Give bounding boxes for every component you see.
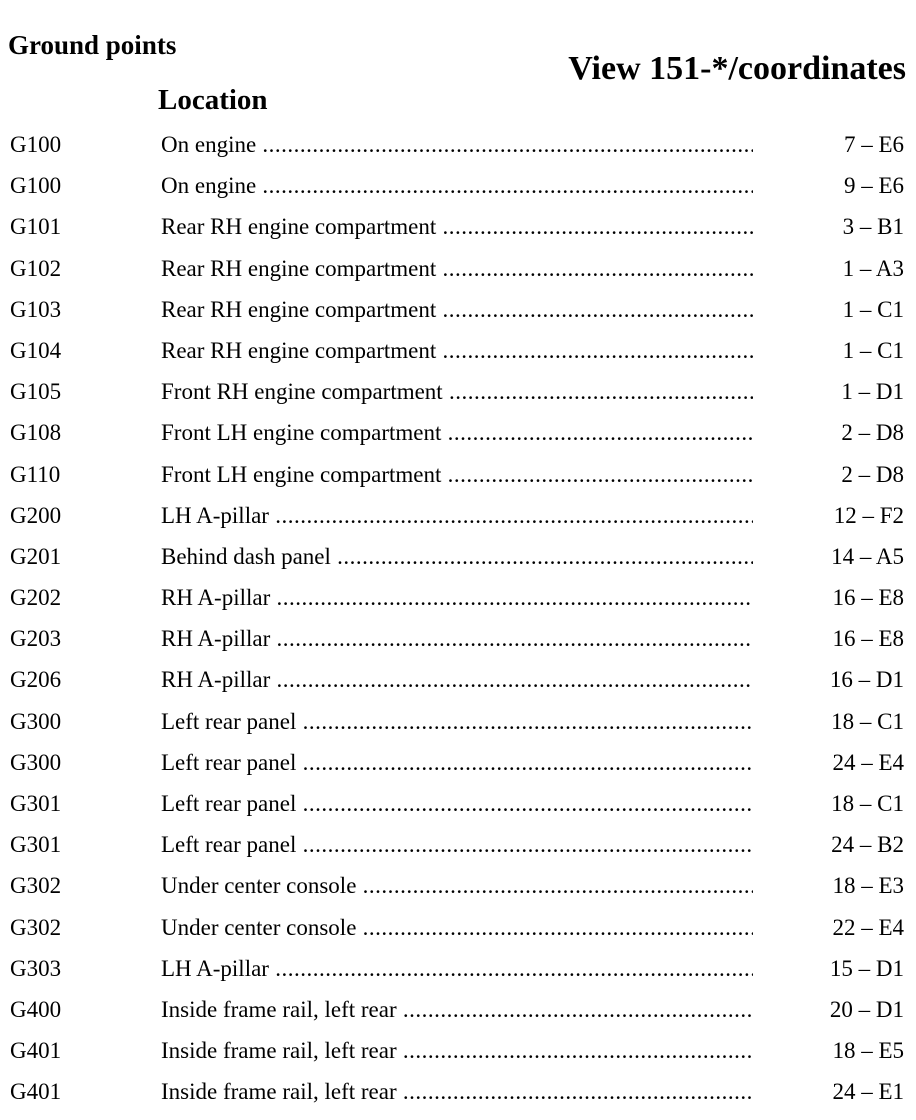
ground-point-code: G203 (10, 626, 62, 652)
ground-point-location: Rear RH engine compartment ..... (161, 330, 753, 371)
ground-point-coordinate: 9 – E6 (843, 173, 904, 199)
list-item (0, 248, 916, 289)
ground-point-code: G202 (10, 585, 62, 611)
ground-point-code: G201 (10, 543, 62, 569)
ground-point-location: On engine ..... (161, 165, 753, 206)
ground-point-code: G206 (10, 667, 62, 693)
ground-point-coordinate: 7 – E6 (843, 132, 904, 157)
ground-point-location: Behind dash panel ..... (161, 536, 753, 577)
ground-point-location: RH A-pillar ..... (161, 577, 753, 618)
ground-point-location: Rear RH engine compartment ..... (161, 206, 753, 247)
ground-point-code: G302 (10, 914, 62, 940)
list-item (0, 907, 916, 948)
list-item (0, 989, 916, 1030)
list-item (0, 701, 916, 742)
ground-point-location: Left rear panel ..... (161, 824, 753, 865)
ground-point-coordinate: 18 – E3 (832, 873, 904, 899)
ground-point-code: G102 (10, 255, 62, 281)
ground-point-location: Left rear panel ..... (161, 701, 753, 742)
ground-point-code: G303 (10, 955, 62, 981)
ground-point-coordinate: 1 – C1 (842, 337, 904, 363)
list-item (0, 289, 916, 330)
ground-point-code: G300 (10, 708, 62, 734)
list-item (0, 1030, 916, 1071)
list-item (0, 165, 916, 206)
list-item (0, 618, 916, 659)
ground-point-coordinate: 24 – E4 (832, 749, 904, 775)
list-item (0, 948, 916, 989)
view-coordinates-heading: View 151-*/coordinates (568, 50, 906, 87)
ground-point-code: G108 (10, 420, 62, 446)
ground-point-coordinate: 20 – D1 (829, 996, 904, 1022)
ground-point-location: Under center console ..... (161, 865, 753, 906)
ground-point-coordinate: 16 – E8 (832, 626, 904, 652)
list-item (0, 206, 916, 247)
ground-points-list (0, 124, 916, 1113)
ground-point-code: G101 (10, 214, 62, 240)
list-item (0, 865, 916, 906)
ground-point-code: G105 (10, 379, 62, 405)
ground-point-location: Front LH engine compartment ..... (161, 454, 753, 495)
ground-point-code: G401 (10, 1079, 62, 1105)
ground-point-coordinate: 1 – D1 (841, 379, 904, 405)
ground-point-coordinate: 14 – A5 (831, 543, 904, 569)
list-item (0, 577, 916, 618)
location-column-header: Location (158, 84, 268, 116)
ground-point-coordinate: 16 – D1 (829, 667, 904, 693)
ground-point-code: G401 (10, 1038, 62, 1064)
ground-point-coordinate: 18 – C1 (831, 708, 904, 734)
ground-point-location: Rear RH engine compartment ..... (161, 248, 753, 289)
ground-point-location: Inside frame rail, left rear ..... (161, 1071, 753, 1112)
list-item (0, 742, 916, 783)
page-title: Ground points (8, 30, 177, 60)
list-item (0, 536, 916, 577)
ground-point-location: RH A-pillar ..... (161, 659, 753, 700)
ground-point-location: Left rear panel ..... (161, 742, 753, 783)
list-item (0, 495, 916, 536)
ground-point-code: G100 (10, 173, 62, 199)
ground-point-coordinate: 15 – D1 (829, 955, 904, 981)
ground-point-location: LH A-pillar ..... (161, 495, 753, 536)
ground-point-coordinate: 12 – F2 (833, 502, 904, 528)
ground-point-code: G301 (10, 832, 62, 858)
ground-point-coordinate: 22 – E4 (832, 914, 904, 940)
ground-point-code: G110 (10, 461, 61, 487)
ground-point-location: LH A-pillar ..... (161, 948, 753, 989)
ground-point-coordinate: 1 – A3 (842, 255, 904, 281)
ground-point-coordinate: 3 – B1 (842, 214, 904, 240)
ground-point-code: G103 (10, 296, 62, 322)
ground-point-code: G302 (10, 873, 62, 899)
list-item (0, 824, 916, 865)
list-item (0, 371, 916, 412)
list-item (0, 330, 916, 371)
list-item (0, 659, 916, 700)
ground-point-code: G300 (10, 749, 62, 775)
ground-point-location: On engine ..... (161, 124, 753, 165)
ground-point-location: Front RH engine compartment ..... (161, 371, 753, 412)
ground-point-coordinate: 1 – C1 (842, 296, 904, 322)
ground-point-code: G301 (10, 791, 62, 816)
ground-point-coordinate: 2 – D8 (841, 461, 904, 487)
ground-point-location: Under center console ..... (161, 907, 753, 948)
ground-point-coordinate: 2 – D8 (841, 420, 904, 446)
list-item (0, 124, 916, 165)
ground-point-code: G100 (10, 132, 62, 157)
list-item (0, 412, 916, 453)
ground-point-coordinate: 24 – B2 (831, 832, 904, 858)
ground-point-coordinate: 18 – E5 (832, 1038, 904, 1064)
ground-point-coordinate: 18 – C1 (831, 791, 904, 816)
ground-point-coordinate: 16 – E8 (832, 585, 904, 611)
ground-point-location: Inside frame rail, left rear ..... (161, 1030, 753, 1071)
ground-point-location: Left rear panel ..... (161, 783, 753, 824)
ground-point-location: Front LH engine compartment ..... (161, 412, 753, 453)
list-item (0, 1071, 916, 1112)
ground-point-location: Inside frame rail, left rear ..... (161, 989, 753, 1030)
list-item (0, 783, 916, 824)
ground-point-location: Rear RH engine compartment ..... (161, 289, 753, 330)
ground-point-coordinate: 24 – E1 (832, 1079, 904, 1105)
ground-point-code: G200 (10, 502, 62, 528)
ground-point-code: G400 (10, 996, 62, 1022)
ground-point-code: G104 (10, 337, 62, 363)
list-item (0, 454, 916, 495)
ground-point-location: RH A-pillar ..... (161, 618, 753, 659)
